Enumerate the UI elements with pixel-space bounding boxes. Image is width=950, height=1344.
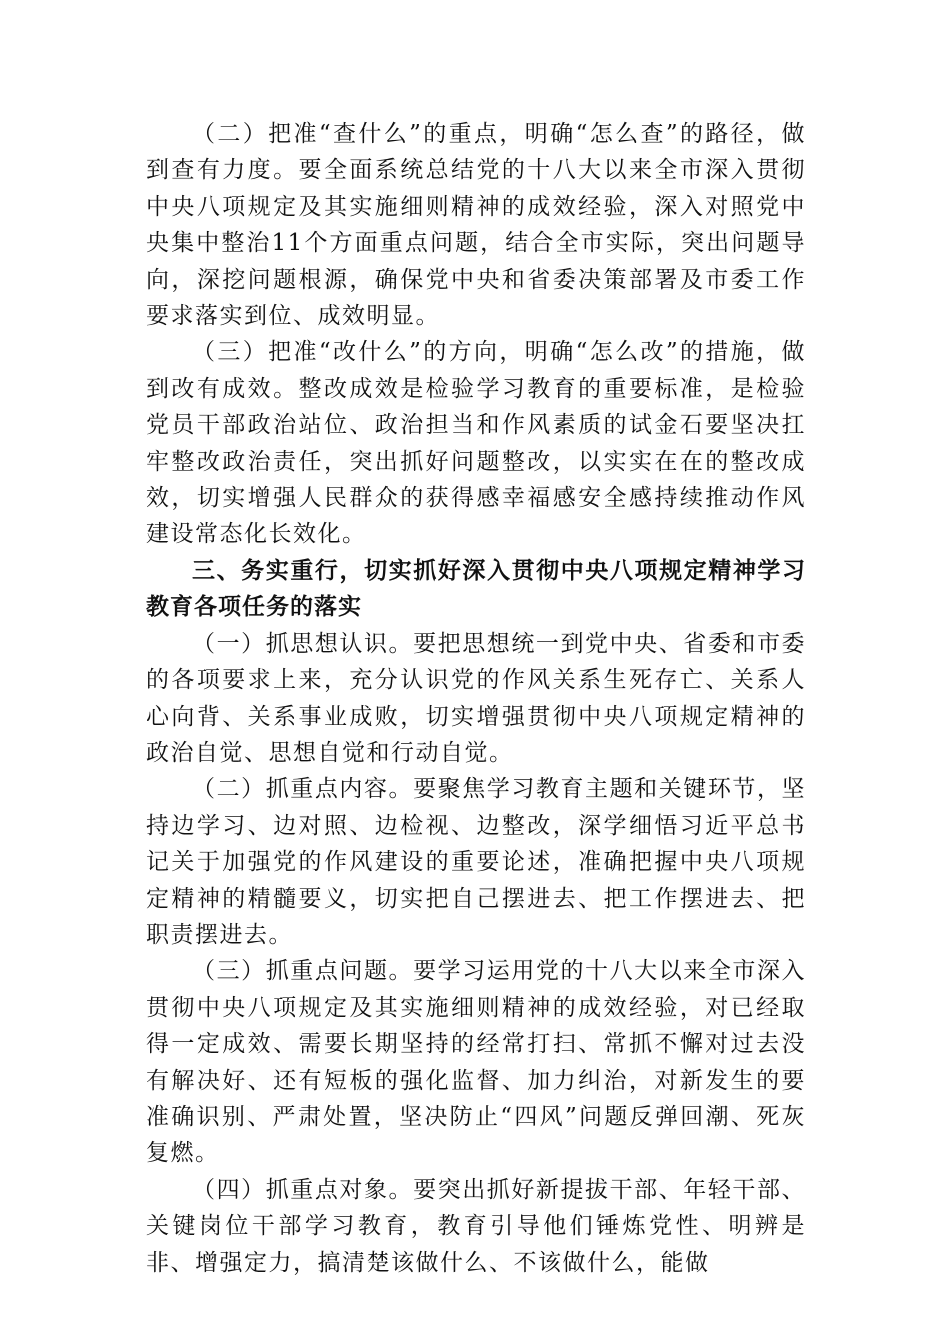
paragraph-check-focus: （二）把准“查什么”的重点，明确“怎么查”的路径，做到查有力度。要全面系统总结党的十八大以来全市深入贯彻中央八项规定及其实施细则精神的成效经验，深入对照党中央集中整治11个方面重点问题，结合全市实际，突出问题导向，深挖问题根源，确保党中央和省委决策部署及市委工作要求落实到位、成效明显。	[146, 121, 806, 330]
paragraph-key-content: （二）抓重点内容。要聚焦学习教育主题和关键环节，坚持边学习、边对照、边检视、边整改，深学细悟习近平总书记关于加强党的作风建设的重要论述，准确把握中央八项规定精神的精髓要义，切实把自己摆进去、把工作摆进去、把职责摆进去。	[146, 776, 806, 948]
paragraph-ideological-awareness: （一）抓思想认识。要把思想统一到党中央、省委和市委的各项要求上来，充分认识党的作风关系生死存亡、关系人心向背、关系事业成败，切实增强贯彻中央八项规定精神的政治自觉、思想自觉和行动自觉。	[146, 630, 806, 766]
paragraph-key-targets: （四）抓重点对象。要突出抓好新提拔干部、年轻干部、关键岗位干部学习教育，教育引导他们锤炼党性、明辨是非、增强定力，搞清楚该做什么、不该做什么，能做	[146, 1176, 806, 1276]
paragraph-rectify-direction: （三）把准“改什么”的方向，明确“怎么改”的措施，做到改有成效。整改成效是检验学习教育的重要标准，是检验党员干部政治站位、政治担当和作风素质的试金石要坚决扛牢整改政治责任，突出抓好问题整改，以实实在在的整改成效，切实增强人民群众的获得感幸福感安全感持续推动作风建设常态化长效化。	[146, 339, 806, 548]
document-page	[146, 116, 806, 1281]
section-heading-three: 三、务实重行，切实抓好深入贯彻中央八项规定精神学习教育各项任务的落实	[146, 557, 806, 621]
paragraph-key-problems: （三）抓重点问题。要学习运用党的十八大以来全市深入贯彻中央八项规定及其实施细则精神的成效经验，对已经取得一定成效、需要长期坚持的经常打扫、常抓不懈对过去没有解决好、还有短板的强化监督、加力纠治，对新发生的要准确识别、严肃处置，坚决防止“四风”问题反弹回潮、死灰复燃。	[146, 958, 806, 1167]
